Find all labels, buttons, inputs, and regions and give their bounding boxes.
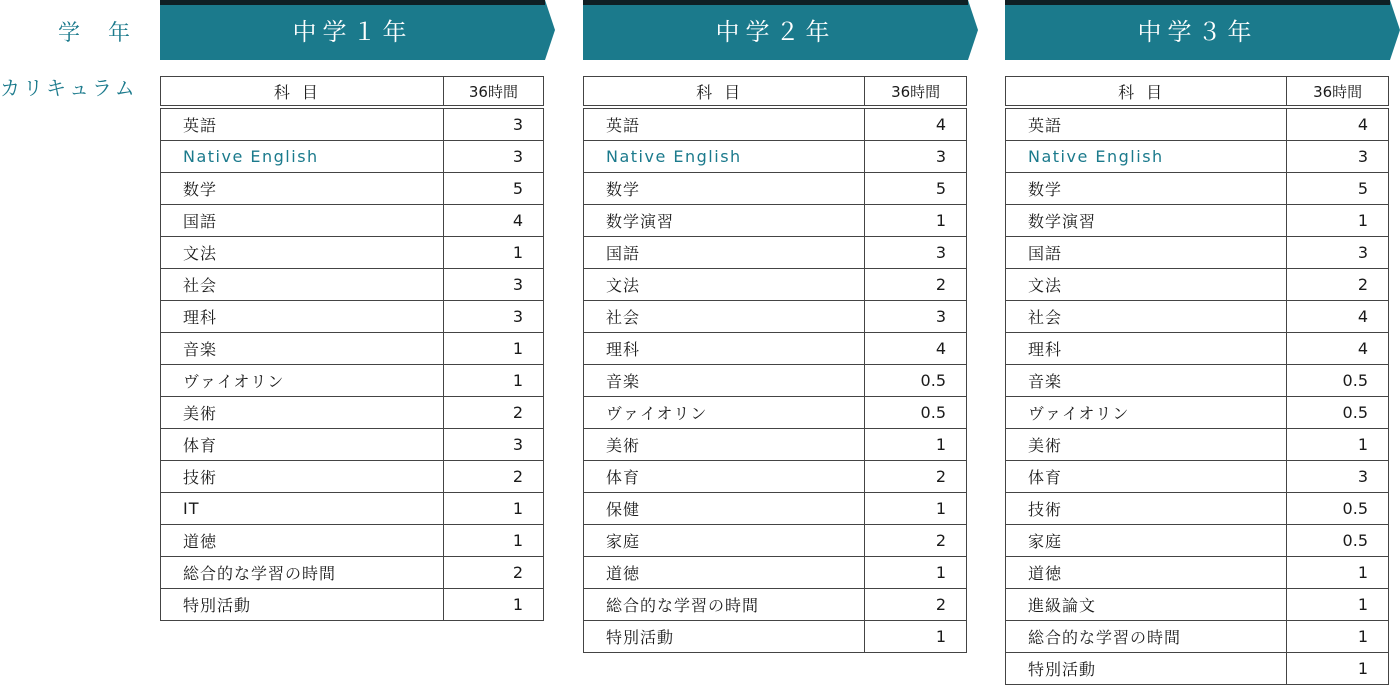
subject-cell: 数学演習	[1006, 205, 1287, 237]
subject-cell: 家庭	[1006, 525, 1287, 557]
hours-cell: 2	[865, 589, 967, 621]
subject-cell: 英語	[1006, 107, 1287, 141]
hours-cell: 3	[443, 141, 543, 173]
table-row	[584, 269, 967, 301]
subject-cell: 技術	[1006, 493, 1287, 525]
table-row	[1006, 461, 1389, 493]
hours-cell: 3	[1287, 141, 1389, 173]
hours-cell: 2	[443, 397, 543, 429]
table-row	[1006, 653, 1389, 685]
subject-cell: 数学	[1006, 173, 1287, 205]
table-row	[1006, 173, 1389, 205]
subject-cell: 数学	[584, 173, 865, 205]
hours-cell: 4	[865, 333, 967, 365]
curriculum-table	[160, 76, 544, 621]
subject-cell: 音楽	[1006, 365, 1287, 397]
hours-cell: 1	[1287, 429, 1389, 461]
hours-cell: 2	[443, 557, 543, 589]
hours-cell: 3	[443, 429, 543, 461]
grade-banner	[583, 0, 978, 60]
curriculum-table	[1005, 76, 1389, 685]
table-row	[584, 141, 967, 173]
hours-cell: 1	[865, 205, 967, 237]
subject-cell: 体育	[161, 429, 444, 461]
table-row	[1006, 205, 1389, 237]
hours-cell: 0.5	[865, 397, 967, 429]
table-row	[1006, 525, 1389, 557]
table-row	[161, 557, 544, 589]
table-row	[161, 589, 544, 621]
subject-cell: 社会	[1006, 301, 1287, 333]
table-row	[1006, 365, 1389, 397]
table-row	[1006, 107, 1389, 141]
hours-cell: 0.5	[1287, 525, 1389, 557]
hours-cell: 1	[1287, 653, 1389, 685]
subject-cell: 数学演習	[584, 205, 865, 237]
hours-cell: 5	[865, 173, 967, 205]
table-row	[1006, 397, 1389, 429]
hours-column-header: 36時間	[1287, 77, 1389, 108]
subject-cell: 道徳	[161, 525, 444, 557]
hours-cell: 1	[865, 493, 967, 525]
hours-cell: 1	[443, 333, 543, 365]
table-row	[584, 173, 967, 205]
table-row	[584, 525, 967, 557]
hours-cell: 2	[865, 525, 967, 557]
subject-cell: 総合的な学習の時間	[1006, 621, 1287, 653]
subject-cell: 特別活動	[1006, 653, 1287, 685]
hours-cell: 0.5	[865, 365, 967, 397]
hours-column-header: 36時間	[443, 77, 543, 108]
subject-cell: 道徳	[1006, 557, 1287, 589]
table-row	[161, 173, 544, 205]
hours-cell: 3	[865, 141, 967, 173]
table-row	[584, 397, 967, 429]
hours-cell: 1	[865, 429, 967, 461]
hours-column-header: 36時間	[865, 77, 967, 108]
subject-cell: 英語	[161, 107, 444, 141]
hours-cell: 3	[443, 269, 543, 301]
table-header-row	[1006, 77, 1389, 108]
grade-title: 中学３年	[1137, 18, 1258, 46]
subject-cell: 理科	[584, 333, 865, 365]
hours-cell: 2	[443, 461, 543, 493]
table-row	[161, 237, 544, 269]
subject-cell: Native English	[584, 141, 865, 173]
hours-cell: 1	[443, 237, 543, 269]
hours-cell: 1	[1287, 621, 1389, 653]
hours-cell: 4	[865, 107, 967, 141]
hours-cell: 3	[865, 237, 967, 269]
subject-cell: 文法	[161, 237, 444, 269]
grade-column	[583, 0, 978, 647]
subject-column-header: 科目	[1006, 77, 1287, 108]
hours-cell: 4	[1287, 333, 1389, 365]
table-row	[1006, 493, 1389, 525]
table-row	[1006, 621, 1389, 653]
table-row	[161, 365, 544, 397]
hours-cell: 1	[443, 365, 543, 397]
hours-cell: 2	[1287, 269, 1389, 301]
grade-column	[160, 0, 555, 615]
year-label: 学年	[58, 21, 159, 46]
hours-cell: 1	[443, 589, 543, 621]
subject-cell: 国語	[584, 237, 865, 269]
curriculum-table	[583, 76, 967, 653]
table-row	[161, 205, 544, 237]
subject-cell: ヴァイオリン	[1006, 397, 1287, 429]
table-row	[584, 429, 967, 461]
table-row	[584, 589, 967, 621]
hours-cell: 1	[1287, 589, 1389, 621]
table-row	[161, 107, 544, 141]
table-row	[584, 301, 967, 333]
subject-cell: ヴァイオリン	[584, 397, 865, 429]
table-row	[1006, 429, 1389, 461]
subject-cell: 体育	[584, 461, 865, 493]
table-row	[584, 237, 967, 269]
hours-cell: 4	[443, 205, 543, 237]
hours-cell: 4	[1287, 301, 1389, 333]
grade-banner	[160, 0, 555, 60]
table-row	[161, 301, 544, 333]
grade-banner	[1005, 0, 1400, 60]
table-row	[584, 205, 967, 237]
table-header-row	[161, 77, 544, 108]
subject-cell: 英語	[584, 107, 865, 141]
table-row	[584, 333, 967, 365]
table-row	[1006, 237, 1389, 269]
hours-cell: 2	[865, 269, 967, 301]
subject-cell: Native English	[1006, 141, 1287, 173]
hours-cell: 1	[1287, 205, 1389, 237]
subject-cell: 進級論文	[1006, 589, 1287, 621]
subject-cell: 理科	[1006, 333, 1287, 365]
table-row	[161, 141, 544, 173]
hours-cell: 1	[443, 525, 543, 557]
subject-cell: 美術	[161, 397, 444, 429]
subject-cell: 国語	[1006, 237, 1287, 269]
subject-cell: 家庭	[584, 525, 865, 557]
hours-cell: 0.5	[1287, 397, 1389, 429]
subject-cell: 総合的な学習の時間	[584, 589, 865, 621]
table-row	[161, 269, 544, 301]
hours-cell: 2	[865, 461, 967, 493]
subject-cell: 社会	[161, 269, 444, 301]
table-row	[584, 365, 967, 397]
subject-column-header: 科目	[584, 77, 865, 108]
subject-cell: 美術	[1006, 429, 1287, 461]
subject-cell: 文法	[1006, 269, 1287, 301]
subject-cell: 数学	[161, 173, 444, 205]
table-row	[161, 461, 544, 493]
table-row	[161, 333, 544, 365]
hours-cell: 0.5	[1287, 365, 1389, 397]
grade-column	[1005, 0, 1400, 679]
hours-cell: 4	[1287, 107, 1389, 141]
subject-cell: ヴァイオリン	[161, 365, 444, 397]
subject-cell: 国語	[161, 205, 444, 237]
hours-cell: 1	[865, 621, 967, 653]
table-row	[161, 525, 544, 557]
subject-cell: 特別活動	[584, 621, 865, 653]
hours-cell: 1	[443, 493, 543, 525]
subject-column-header: 科目	[161, 77, 444, 108]
table-row	[1006, 301, 1389, 333]
subject-cell: IT	[161, 493, 444, 525]
table-row	[584, 493, 967, 525]
grade-title: 中学１年	[292, 18, 413, 46]
hours-cell: 3	[443, 301, 543, 333]
table-row	[1006, 333, 1389, 365]
subject-cell: 道徳	[584, 557, 865, 589]
table-row	[584, 621, 967, 653]
subject-cell: 体育	[1006, 461, 1287, 493]
table-row	[584, 461, 967, 493]
table-row	[1006, 557, 1389, 589]
hours-cell: 0.5	[1287, 493, 1389, 525]
subject-cell: 音楽	[584, 365, 865, 397]
subject-cell: Native English	[161, 141, 444, 173]
table-header-row	[584, 77, 967, 108]
hours-cell: 3	[443, 107, 543, 141]
table-row	[1006, 589, 1389, 621]
subject-cell: 美術	[584, 429, 865, 461]
table-row	[161, 397, 544, 429]
subject-cell: 音楽	[161, 333, 444, 365]
subject-cell: 総合的な学習の時間	[161, 557, 444, 589]
hours-cell: 1	[865, 557, 967, 589]
curriculum-label: カリキュラム	[0, 76, 138, 100]
subject-cell: 保健	[584, 493, 865, 525]
table-row	[161, 493, 544, 525]
hours-cell: 3	[865, 301, 967, 333]
table-row	[584, 557, 967, 589]
subject-cell: 特別活動	[161, 589, 444, 621]
hours-cell: 5	[443, 173, 543, 205]
subject-cell: 社会	[584, 301, 865, 333]
hours-cell: 1	[1287, 557, 1389, 589]
hours-cell: 3	[1287, 237, 1389, 269]
table-row	[1006, 269, 1389, 301]
table-row	[1006, 141, 1389, 173]
hours-cell: 3	[1287, 461, 1389, 493]
subject-cell: 技術	[161, 461, 444, 493]
grade-title: 中学２年	[715, 18, 836, 46]
subject-cell: 理科	[161, 301, 444, 333]
subject-cell: 文法	[584, 269, 865, 301]
table-row	[584, 107, 967, 141]
table-row	[161, 429, 544, 461]
hours-cell: 5	[1287, 173, 1389, 205]
